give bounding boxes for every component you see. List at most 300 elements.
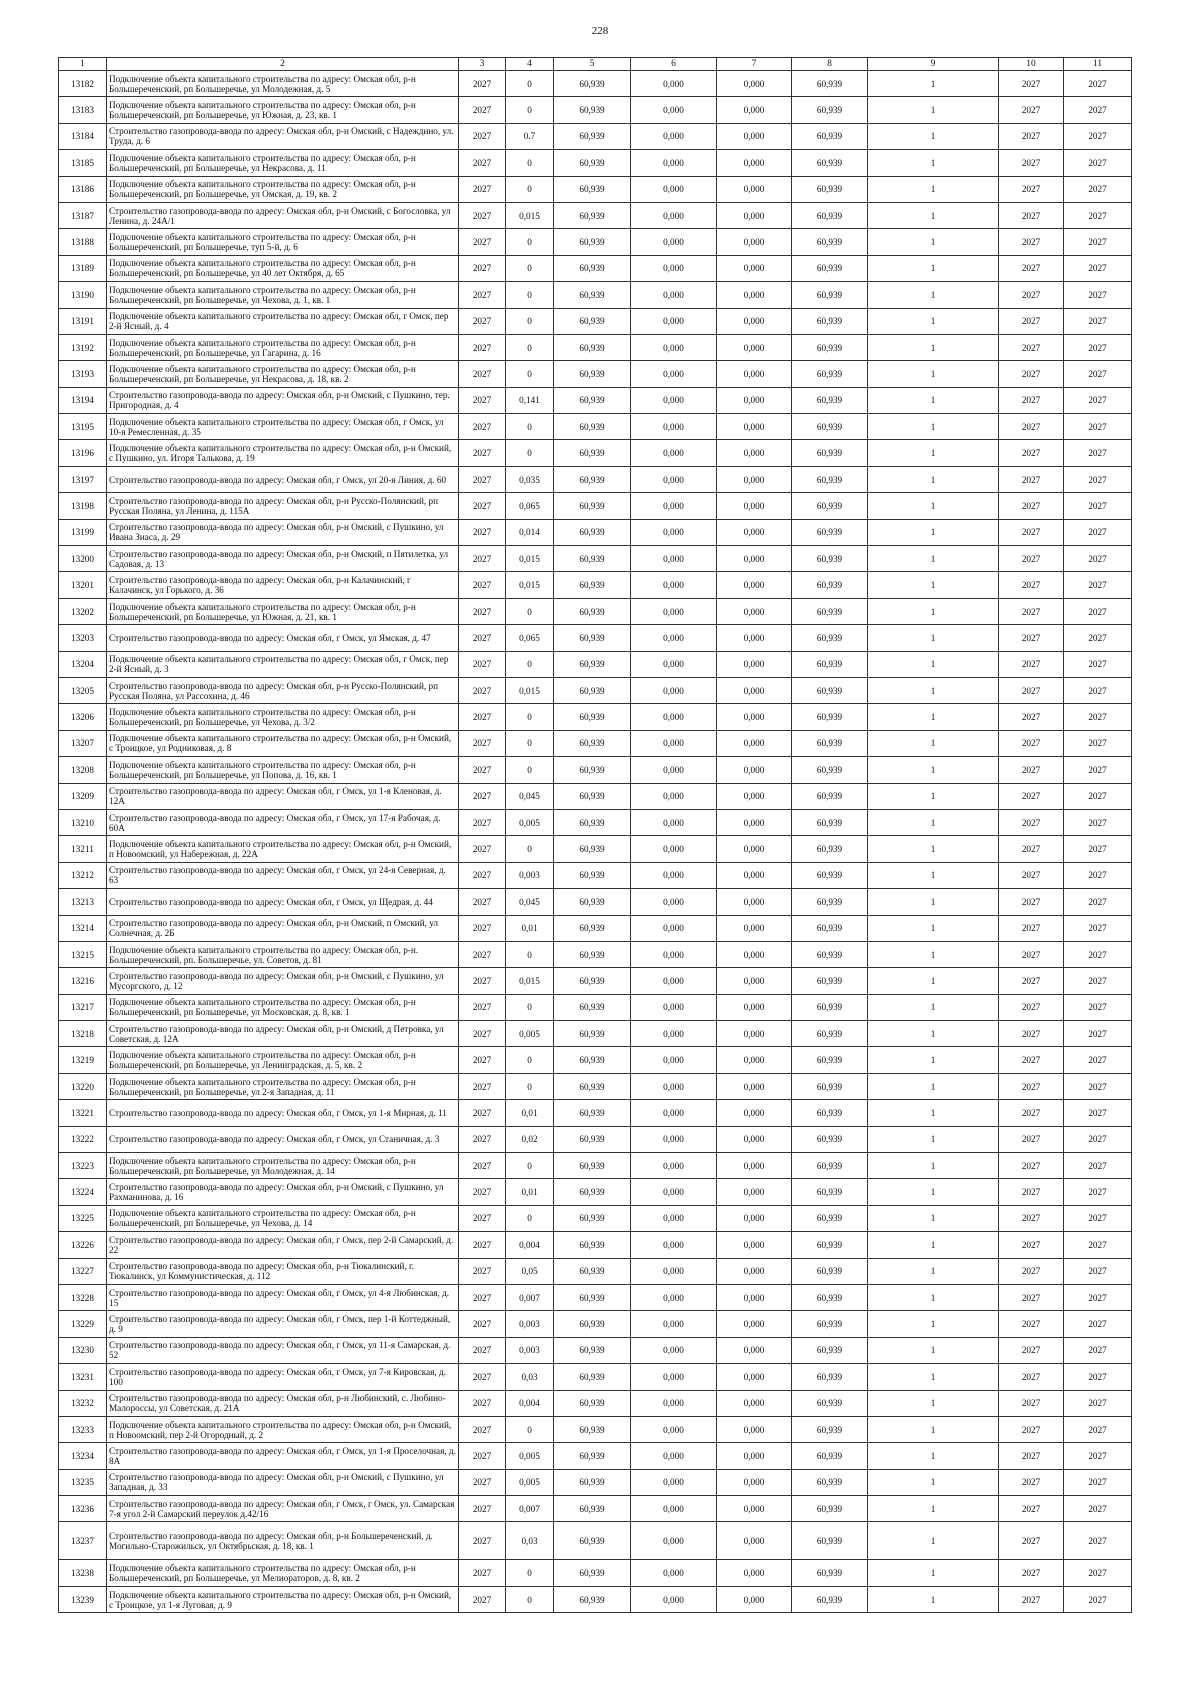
quantity-cell: 1 xyxy=(868,308,999,334)
table-row xyxy=(59,229,1132,255)
year-end-cell: 2027 xyxy=(1064,334,1132,360)
cost-col-7-cell: 0,000 xyxy=(717,968,792,994)
work-description-cell: Строительство газопровода-ввода по адресу: Омская обл, г Омск, ул 11-я Самарская, д. 52 xyxy=(107,1337,459,1363)
row-number-cell: 13196 xyxy=(59,440,107,466)
cost-col-8-cell: 60,939 xyxy=(792,440,868,466)
year-start-cell: 2027 xyxy=(459,677,506,703)
table-row xyxy=(59,1126,1132,1152)
year-begin-cell: 2027 xyxy=(999,1021,1064,1047)
quantity-cell: 1 xyxy=(868,572,999,598)
length-km-cell: 0,007 xyxy=(506,1284,554,1310)
year-begin-cell: 2027 xyxy=(999,704,1064,730)
year-begin-cell: 2027 xyxy=(999,1390,1064,1416)
cost-col-6-cell: 0,000 xyxy=(631,1232,717,1258)
work-description-cell: Строительство газопровода-ввода по адресу: Омская обл, р-н Русско-Полянский, рп Русская Поляна, ул Ленина, д. 115А xyxy=(107,493,459,519)
year-start-cell: 2027 xyxy=(459,1522,506,1560)
year-start-cell: 2027 xyxy=(459,97,506,123)
year-start-cell: 2027 xyxy=(459,836,506,862)
table-row xyxy=(59,651,1132,677)
year-begin-cell: 2027 xyxy=(999,308,1064,334)
cost-col-8-cell: 60,939 xyxy=(792,1586,868,1612)
cost-total-cell: 60,939 xyxy=(554,123,631,149)
cost-col-7-cell: 0,000 xyxy=(717,1179,792,1205)
row-number-cell: 13206 xyxy=(59,704,107,730)
quantity-cell: 1 xyxy=(868,1100,999,1126)
table-row xyxy=(59,282,1132,308)
cost-col-7-cell: 0,000 xyxy=(717,1522,792,1560)
year-begin-cell: 2027 xyxy=(999,1522,1064,1560)
year-begin-cell: 2027 xyxy=(999,1443,1064,1469)
cost-total-cell: 60,939 xyxy=(554,1205,631,1231)
year-start-cell: 2027 xyxy=(459,493,506,519)
year-end-cell: 2027 xyxy=(1064,282,1132,308)
quantity-cell: 1 xyxy=(868,730,999,756)
quantity-cell: 1 xyxy=(868,915,999,941)
length-km-cell: 0,045 xyxy=(506,889,554,915)
cost-col-8-cell: 60,939 xyxy=(792,1073,868,1099)
cost-col-8-cell: 60,939 xyxy=(792,414,868,440)
table-row xyxy=(59,1232,1132,1258)
work-description-cell: Строительство газопровода-ввода по адресу: Омская обл, г Омск, ул 20-я Линия, д. 60 xyxy=(107,466,459,492)
cost-col-8-cell: 60,939 xyxy=(792,387,868,413)
year-begin-cell: 2027 xyxy=(999,493,1064,519)
cost-col-6-cell: 0,000 xyxy=(631,1496,717,1522)
cost-col-6-cell: 0,000 xyxy=(631,334,717,360)
year-end-cell: 2027 xyxy=(1064,361,1132,387)
cost-total-cell: 60,939 xyxy=(554,466,631,492)
year-start-cell: 2027 xyxy=(459,519,506,545)
quantity-cell: 1 xyxy=(868,1390,999,1416)
cost-col-6-cell: 0,000 xyxy=(631,546,717,572)
year-start-cell: 2027 xyxy=(459,1047,506,1073)
quantity-cell: 1 xyxy=(868,598,999,624)
cost-total-cell: 60,939 xyxy=(554,1126,631,1152)
cost-col-6-cell: 0,000 xyxy=(631,466,717,492)
length-km-cell: 0,003 xyxy=(506,1337,554,1363)
year-end-cell: 2027 xyxy=(1064,572,1132,598)
year-begin-cell: 2027 xyxy=(999,1100,1064,1126)
year-end-cell: 2027 xyxy=(1064,757,1132,783)
cost-col-6-cell: 0,000 xyxy=(631,625,717,651)
cost-col-6-cell: 0,000 xyxy=(631,1337,717,1363)
cost-col-7-cell: 0,000 xyxy=(717,809,792,835)
cost-col-7-cell: 0,000 xyxy=(717,1469,792,1495)
cost-total-cell: 60,939 xyxy=(554,889,631,915)
cost-total-cell: 60,939 xyxy=(554,1284,631,1310)
work-description-cell: Строительство газопровода-ввода по адресу: Омская обл, г Омск, ул 1-я Кленовая, д. 12А xyxy=(107,783,459,809)
cost-col-8-cell: 60,939 xyxy=(792,1416,868,1442)
year-start-cell: 2027 xyxy=(459,1179,506,1205)
year-start-cell: 2027 xyxy=(459,1337,506,1363)
year-start-cell: 2027 xyxy=(459,202,506,228)
year-begin-cell: 2027 xyxy=(999,1232,1064,1258)
cost-col-6-cell: 0,000 xyxy=(631,150,717,176)
table-row xyxy=(59,546,1132,572)
row-number-cell: 13204 xyxy=(59,651,107,677)
cost-col-8-cell: 60,939 xyxy=(792,1021,868,1047)
year-begin-cell: 2027 xyxy=(999,836,1064,862)
cost-total-cell: 60,939 xyxy=(554,1443,631,1469)
row-number-cell: 13201 xyxy=(59,572,107,598)
cost-col-7-cell: 0,000 xyxy=(717,915,792,941)
length-km-cell: 0,01 xyxy=(506,915,554,941)
length-km-cell: 0 xyxy=(506,836,554,862)
table-row xyxy=(59,809,1132,835)
length-km-cell: 0,03 xyxy=(506,1522,554,1560)
length-km-cell: 0,015 xyxy=(506,546,554,572)
year-end-cell: 2027 xyxy=(1064,176,1132,202)
year-begin-cell: 2027 xyxy=(999,1179,1064,1205)
table-row xyxy=(59,519,1132,545)
work-description-cell: Строительство газопровода-ввода по адресу: Омская обл, р-н Омский, с Пушкино, ул Ивана Зиаса, д. 29 xyxy=(107,519,459,545)
cost-col-8-cell: 60,939 xyxy=(792,493,868,519)
quantity-cell: 1 xyxy=(868,414,999,440)
row-number-cell: 13202 xyxy=(59,598,107,624)
cost-total-cell: 60,939 xyxy=(554,783,631,809)
row-number-cell: 13198 xyxy=(59,493,107,519)
work-description-cell: Подключение объекта капитального строительства по адресу: Омская обл, р-н Большереченский, рп Большеречье, ул Чехова, д. 1, кв. 1 xyxy=(107,282,459,308)
year-start-cell: 2027 xyxy=(459,704,506,730)
year-end-cell: 2027 xyxy=(1064,1284,1132,1310)
cost-col-6-cell: 0,000 xyxy=(631,229,717,255)
year-begin-cell: 2027 xyxy=(999,71,1064,97)
work-description-cell: Строительство газопровода-ввода по адресу: Омская обл, р-н Большереченский, д. Могильно-Старожильск, ул Октябрьская, д. 18, кв. 1 xyxy=(107,1522,459,1560)
row-number-cell: 13228 xyxy=(59,1284,107,1310)
row-number-cell: 13222 xyxy=(59,1126,107,1152)
cost-col-6-cell: 0,000 xyxy=(631,414,717,440)
length-km-cell: 0 xyxy=(506,651,554,677)
cost-col-7-cell: 0,000 xyxy=(717,229,792,255)
quantity-cell: 1 xyxy=(868,1073,999,1099)
cost-col-7-cell: 0,000 xyxy=(717,334,792,360)
row-number-cell: 13195 xyxy=(59,414,107,440)
year-begin-cell: 2027 xyxy=(999,414,1064,440)
work-description-cell: Строительство газопровода-ввода по адресу: Омская обл, р-н Омский, с Надеждино, ул. Труда, д. 6 xyxy=(107,123,459,149)
cost-col-7-cell: 0,000 xyxy=(717,1021,792,1047)
cost-col-8-cell: 60,939 xyxy=(792,809,868,835)
row-number-cell: 13186 xyxy=(59,176,107,202)
year-begin-cell: 2027 xyxy=(999,862,1064,888)
cost-col-7-cell: 0,000 xyxy=(717,677,792,703)
year-end-cell: 2027 xyxy=(1064,862,1132,888)
year-end-cell: 2027 xyxy=(1064,1469,1132,1495)
row-number-cell: 13197 xyxy=(59,466,107,492)
work-description-cell: Подключение объекта капитального строительства по адресу: Омская обл, р-н Большереченский, рп Большеречье, ул Некрасова, д. 11 xyxy=(107,150,459,176)
year-start-cell: 2027 xyxy=(459,783,506,809)
year-start-cell: 2027 xyxy=(459,1100,506,1126)
cost-col-8-cell: 60,939 xyxy=(792,123,868,149)
cost-total-cell: 60,939 xyxy=(554,1021,631,1047)
year-start-cell: 2027 xyxy=(459,150,506,176)
length-km-cell: 0,014 xyxy=(506,519,554,545)
cost-total-cell: 60,939 xyxy=(554,1258,631,1284)
cost-total-cell: 60,939 xyxy=(554,71,631,97)
column-header: 10 xyxy=(999,58,1064,71)
cost-col-7-cell: 0,000 xyxy=(717,757,792,783)
year-start-cell: 2027 xyxy=(459,1153,506,1179)
table-row xyxy=(59,123,1132,149)
year-start-cell: 2027 xyxy=(459,334,506,360)
cost-col-8-cell: 60,939 xyxy=(792,1284,868,1310)
cost-col-8-cell: 60,939 xyxy=(792,282,868,308)
table-row xyxy=(59,862,1132,888)
quantity-cell: 1 xyxy=(868,1311,999,1337)
cost-total-cell: 60,939 xyxy=(554,1337,631,1363)
cost-col-7-cell: 0,000 xyxy=(717,202,792,228)
table-row xyxy=(59,334,1132,360)
year-begin-cell: 2027 xyxy=(999,282,1064,308)
quantity-cell: 1 xyxy=(868,440,999,466)
cost-total-cell: 60,939 xyxy=(554,1496,631,1522)
cost-col-8-cell: 60,939 xyxy=(792,255,868,281)
cost-total-cell: 60,939 xyxy=(554,730,631,756)
cost-col-7-cell: 0,000 xyxy=(717,71,792,97)
length-km-cell: 0,035 xyxy=(506,466,554,492)
quantity-cell: 1 xyxy=(868,704,999,730)
length-km-cell: 0,045 xyxy=(506,783,554,809)
header-row xyxy=(59,58,1132,71)
work-description-cell: Подключение объекта капитального строительства по адресу: Омская обл, р-н. Большереченский, рп. Большеречье, ул. Советов, д. 81 xyxy=(107,941,459,967)
year-start-cell: 2027 xyxy=(459,1232,506,1258)
cost-col-7-cell: 0,000 xyxy=(717,1258,792,1284)
year-end-cell: 2027 xyxy=(1064,598,1132,624)
work-description-cell: Строительство газопровода-ввода по адресу: Омская обл, г Омск, пер 1-й Коттеджный, д. 9 xyxy=(107,1311,459,1337)
quantity-cell: 1 xyxy=(868,1443,999,1469)
table-row xyxy=(59,1469,1132,1495)
length-km-cell: 0,01 xyxy=(506,1179,554,1205)
cost-col-8-cell: 60,939 xyxy=(792,361,868,387)
cost-total-cell: 60,939 xyxy=(554,387,631,413)
table-row xyxy=(59,1021,1132,1047)
year-end-cell: 2027 xyxy=(1064,1364,1132,1390)
cost-total-cell: 60,939 xyxy=(554,651,631,677)
year-start-cell: 2027 xyxy=(459,809,506,835)
year-start-cell: 2027 xyxy=(459,1073,506,1099)
cost-col-8-cell: 60,939 xyxy=(792,97,868,123)
year-begin-cell: 2027 xyxy=(999,1258,1064,1284)
cost-col-8-cell: 60,939 xyxy=(792,334,868,360)
cost-col-7-cell: 0,000 xyxy=(717,282,792,308)
cost-col-6-cell: 0,000 xyxy=(631,1073,717,1099)
cost-total-cell: 60,939 xyxy=(554,862,631,888)
row-number-cell: 13231 xyxy=(59,1364,107,1390)
cost-col-7-cell: 0,000 xyxy=(717,704,792,730)
quantity-cell: 1 xyxy=(868,862,999,888)
year-end-cell: 2027 xyxy=(1064,809,1132,835)
column-header: 11 xyxy=(1064,58,1132,71)
table-row xyxy=(59,493,1132,519)
work-description-cell: Подключение объекта капитального строительства по адресу: Омская обл, р-н Большереченский, рп Большеречье, ул Чехова, д. 3/2 xyxy=(107,704,459,730)
cost-col-6-cell: 0,000 xyxy=(631,255,717,281)
year-begin-cell: 2027 xyxy=(999,334,1064,360)
length-km-cell: 0,141 xyxy=(506,387,554,413)
cost-col-7-cell: 0,000 xyxy=(717,1496,792,1522)
cost-col-8-cell: 60,939 xyxy=(792,757,868,783)
work-description-cell: Подключение объекта капитального строительства по адресу: Омская обл, р-н Большереченский, рп Большеречье, ул Молодежная, д. 5 xyxy=(107,71,459,97)
column-header: 9 xyxy=(868,58,999,71)
cost-col-7-cell: 0,000 xyxy=(717,1390,792,1416)
year-end-cell: 2027 xyxy=(1064,915,1132,941)
year-start-cell: 2027 xyxy=(459,466,506,492)
year-start-cell: 2027 xyxy=(459,1284,506,1310)
cost-col-6-cell: 0,000 xyxy=(631,1390,717,1416)
year-begin-cell: 2027 xyxy=(999,1496,1064,1522)
work-description-cell: Подключение объекта капитального строительства по адресу: Омская обл, р-н Большереченский, рп Большеречье, ул 2-я Западная, д. 11 xyxy=(107,1073,459,1099)
column-header: 6 xyxy=(631,58,717,71)
table-row xyxy=(59,466,1132,492)
row-number-cell: 13191 xyxy=(59,308,107,334)
year-end-cell: 2027 xyxy=(1064,677,1132,703)
column-header: 2 xyxy=(107,58,459,71)
work-description-cell: Подключение объекта капитального строительства по адресу: Омская обл, р-н Большереченский, рп Большеречье, ул Чехова, д. 14 xyxy=(107,1205,459,1231)
cost-total-cell: 60,939 xyxy=(554,308,631,334)
year-start-cell: 2027 xyxy=(459,71,506,97)
year-start-cell: 2027 xyxy=(459,572,506,598)
table-row xyxy=(59,1337,1132,1363)
year-start-cell: 2027 xyxy=(459,546,506,572)
table-row xyxy=(59,1364,1132,1390)
cost-col-6-cell: 0,000 xyxy=(631,1560,717,1586)
cost-col-6-cell: 0,000 xyxy=(631,1586,717,1612)
cost-col-6-cell: 0,000 xyxy=(631,809,717,835)
row-number-cell: 13224 xyxy=(59,1179,107,1205)
year-end-cell: 2027 xyxy=(1064,1258,1132,1284)
cost-col-7-cell: 0,000 xyxy=(717,941,792,967)
row-number-cell: 13216 xyxy=(59,968,107,994)
cost-col-6-cell: 0,000 xyxy=(631,123,717,149)
cost-total-cell: 60,939 xyxy=(554,836,631,862)
cost-total-cell: 60,939 xyxy=(554,757,631,783)
table-row xyxy=(59,1258,1132,1284)
cost-col-6-cell: 0,000 xyxy=(631,1205,717,1231)
work-description-cell: Подключение объекта капитального строительства по адресу: Омская обл, г Омск, пер 2-й Ясный, д. 4 xyxy=(107,308,459,334)
row-number-cell: 13183 xyxy=(59,97,107,123)
work-description-cell: Подключение объекта капитального строительства по адресу: Омская обл, р-н Омский, п Новоомский, ул Набережная, д. 22А xyxy=(107,836,459,862)
cost-total-cell: 60,939 xyxy=(554,1100,631,1126)
table-row xyxy=(59,1443,1132,1469)
cost-col-8-cell: 60,939 xyxy=(792,1153,868,1179)
year-begin-cell: 2027 xyxy=(999,1047,1064,1073)
cost-col-7-cell: 0,000 xyxy=(717,387,792,413)
cost-col-7-cell: 0,000 xyxy=(717,176,792,202)
cost-total-cell: 60,939 xyxy=(554,334,631,360)
cost-col-8-cell: 60,939 xyxy=(792,308,868,334)
year-begin-cell: 2027 xyxy=(999,889,1064,915)
work-description-cell: Подключение объекта капитального строительства по адресу: Омская обл, р-н Большереченский, рп Большеречье, ул Гагарина, д. 16 xyxy=(107,334,459,360)
year-begin-cell: 2027 xyxy=(999,176,1064,202)
cost-col-8-cell: 60,939 xyxy=(792,176,868,202)
cost-col-8-cell: 60,939 xyxy=(792,466,868,492)
year-start-cell: 2027 xyxy=(459,1586,506,1612)
quantity-cell: 1 xyxy=(868,546,999,572)
cost-col-8-cell: 60,939 xyxy=(792,783,868,809)
row-number-cell: 13217 xyxy=(59,994,107,1020)
cost-total-cell: 60,939 xyxy=(554,1469,631,1495)
row-number-cell: 13185 xyxy=(59,150,107,176)
year-begin-cell: 2027 xyxy=(999,546,1064,572)
cost-col-8-cell: 60,939 xyxy=(792,704,868,730)
year-begin-cell: 2027 xyxy=(999,466,1064,492)
year-start-cell: 2027 xyxy=(459,440,506,466)
table-row xyxy=(59,889,1132,915)
table-row xyxy=(59,1205,1132,1231)
year-start-cell: 2027 xyxy=(459,889,506,915)
quantity-cell: 1 xyxy=(868,493,999,519)
year-begin-cell: 2027 xyxy=(999,387,1064,413)
cost-col-6-cell: 0,000 xyxy=(631,757,717,783)
cost-col-6-cell: 0,000 xyxy=(631,176,717,202)
work-description-cell: Подключение объекта капитального строительства по адресу: Омская обл, г Омск, ул 10-я Ремесленная, д. 35 xyxy=(107,414,459,440)
cost-total-cell: 60,939 xyxy=(554,941,631,967)
cost-total-cell: 60,939 xyxy=(554,1416,631,1442)
work-description-cell: Строительство газопровода-ввода по адресу: Омская обл, р-н Русско-Полянский, рп Русская Поляна, ул Рассохина, д. 46 xyxy=(107,677,459,703)
year-end-cell: 2027 xyxy=(1064,1153,1132,1179)
quantity-cell: 1 xyxy=(868,889,999,915)
year-start-cell: 2027 xyxy=(459,1311,506,1337)
year-start-cell: 2027 xyxy=(459,1205,506,1231)
cost-col-7-cell: 0,000 xyxy=(717,994,792,1020)
cost-col-8-cell: 60,939 xyxy=(792,1522,868,1560)
quantity-cell: 1 xyxy=(868,941,999,967)
cost-total-cell: 60,939 xyxy=(554,282,631,308)
year-start-cell: 2027 xyxy=(459,1496,506,1522)
cost-col-8-cell: 60,939 xyxy=(792,677,868,703)
table-row xyxy=(59,387,1132,413)
length-km-cell: 0 xyxy=(506,71,554,97)
work-description-cell: Строительство газопровода-ввода по адресу: Омская обл, г Омск, ул 7-я Кировская, д. 100 xyxy=(107,1364,459,1390)
year-begin-cell: 2027 xyxy=(999,1311,1064,1337)
year-end-cell: 2027 xyxy=(1064,1586,1132,1612)
cost-total-cell: 60,939 xyxy=(554,519,631,545)
work-description-cell: Строительство газопровода-ввода по адресу: Омская обл, г Омск, ул 4-я Любинская, д. 15 xyxy=(107,1284,459,1310)
table-row xyxy=(59,255,1132,281)
length-km-cell: 0,05 xyxy=(506,1258,554,1284)
quantity-cell: 1 xyxy=(868,97,999,123)
table-row xyxy=(59,836,1132,862)
length-km-cell: 0,01 xyxy=(506,1100,554,1126)
length-km-cell: 0,065 xyxy=(506,493,554,519)
cost-col-8-cell: 60,939 xyxy=(792,968,868,994)
year-start-cell: 2027 xyxy=(459,915,506,941)
work-description-cell: Строительство газопровода-ввода по адресу: Омская обл, г Омск, ул 1-я Мирная, д. 11 xyxy=(107,1100,459,1126)
length-km-cell: 0,005 xyxy=(506,1469,554,1495)
length-km-cell: 0 xyxy=(506,361,554,387)
cost-col-6-cell: 0,000 xyxy=(631,519,717,545)
cost-col-7-cell: 0,000 xyxy=(717,308,792,334)
quantity-cell: 1 xyxy=(868,255,999,281)
length-km-cell: 0.7 xyxy=(506,123,554,149)
year-begin-cell: 2027 xyxy=(999,1586,1064,1612)
table-row xyxy=(59,97,1132,123)
cost-col-8-cell: 60,939 xyxy=(792,994,868,1020)
quantity-cell: 1 xyxy=(868,1258,999,1284)
cost-col-7-cell: 0,000 xyxy=(717,1153,792,1179)
cost-col-6-cell: 0,000 xyxy=(631,651,717,677)
cost-col-7-cell: 0,000 xyxy=(717,466,792,492)
cost-col-8-cell: 60,939 xyxy=(792,1126,868,1152)
year-end-cell: 2027 xyxy=(1064,1126,1132,1152)
cost-total-cell: 60,939 xyxy=(554,1586,631,1612)
quantity-cell: 1 xyxy=(868,1232,999,1258)
length-km-cell: 0 xyxy=(506,704,554,730)
cost-col-6-cell: 0,000 xyxy=(631,1443,717,1469)
cost-total-cell: 60,939 xyxy=(554,229,631,255)
cost-col-7-cell: 0,000 xyxy=(717,1284,792,1310)
cost-col-8-cell: 60,939 xyxy=(792,1205,868,1231)
cost-col-8-cell: 60,939 xyxy=(792,836,868,862)
work-description-cell: Строительство газопровода-ввода по адресу: Омская обл, р-н Омский, с Богословка, ул Ленина, д. 24А/1 xyxy=(107,202,459,228)
length-km-cell: 0,015 xyxy=(506,677,554,703)
